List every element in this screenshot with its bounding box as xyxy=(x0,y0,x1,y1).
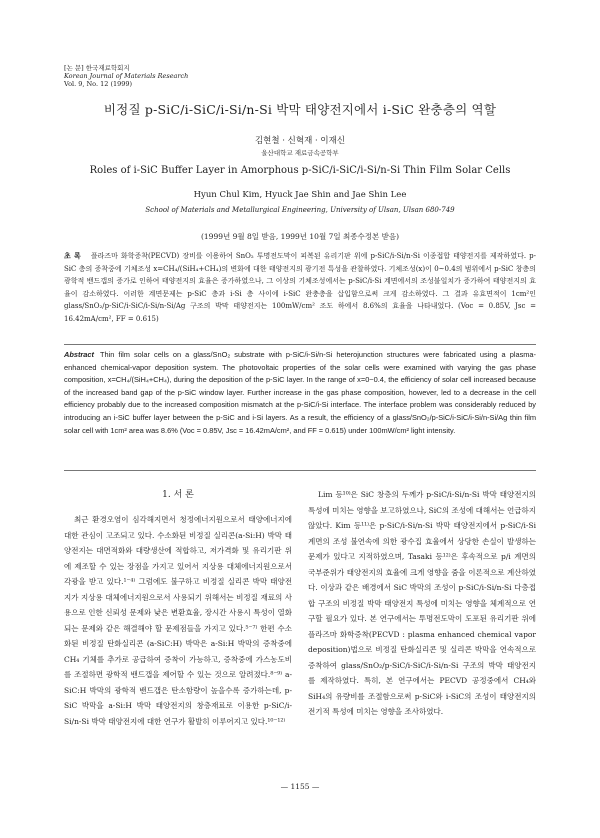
body-paragraph: Lim 등¹⁰⁾은 SiC 창층의 두께가 p-SiC/i-Si/n-Si 박막 태양전지의 특성에 미치는 영향을 보고하였으나, SiC의 조성에 대해서는 언급하지 않았다. Kim 등¹¹⁾은 p-SiC/i-Si/n-Si 박막 태양전지에서 p-SiC/i-Si 계면의 조성 불연속에 의한 광수집 효율에서 상당한 손실이 발생하는 문제가 있다고 지적하였으며, Tasaki 등¹²⁾은 후속적으로 p/i 계면의 국부준위가 태양전지의 효율에 크게 영향을 줌을 이론적으로 계산하였다. 이상과 같은 배경에서 SiC 박막의 조성이 p-SiC/i-Si/n-Si 다층접합 구조의 비정질 박막 태양전지 특성에 미치는 영향을 체계적으로 연구할 필요가 있다. 본 연구에서는 투명전도막이 도포된 유리기판 위에 플라즈마 화학증착(PECVD : plasma enhanced chemical vapor deposition)법으로 비정질 탄화실리콘 및 실리콘 박막을 연속적으로 증착하여 glass/SnO₂/p-SiC/i-SiC/i-Si/n-Si 구조의 박막 태양전지를 제작하였다. 특히, 본 연구에서는 PECVD 공정중에서 CH₄와 SiH₄의 유량비를 조절함으로써 p-SiC와 i-SiC의 조성이 태양전지의 전기적 특성에 미치는 영향을 조사하였다. xyxy=(308,490,536,716)
abstract-ko xyxy=(64,250,536,326)
abstract-en-label: Abstract xyxy=(64,350,94,359)
abstract-en xyxy=(64,349,536,437)
abstract-ko-text: 플라즈마 화학증착(PECVD) 장비를 이용하여 SnO₂ 투명전도막이 피복된 유리기판 위에 p-SiC/i-Si/n-Si 이종접합 태양전지를 제작하였다. p-SiC 층의 증착중에 기체조성 x=CH₄/(SiH₄+CH₄)의 변화에 대한 태양전지의 광기전 특성을 관찰하였다. 기체조성(x)이 0~0.4의 범위에서 p-SiC 창층의 광학적 밴드갭의 증가로 인하여 태양전지의 효율은 증가하였으나, 그 이상의 기체조성에서는 p-SiC/i-Si 계면에서의 조성불일치가 증가하여 태양전지의 효율이 감소하였다. 이러한 계면문제는 p-SiC 층과 i-Si 층 사이에 i-SiC 완충층을 삽입함으로써 크게 감소하였다. 그 결과 유효면적이 1cm²인 glass/SnO₂/p-SiC/i-SiC/i-Si/n-Si/Ag 구조의 박막 태양전지는 100mW/cm² 조도 하에서 8.6%의 효율을 나타내었다. (Voc = 0.85V, Jsc = 16.42mA/cm², FF = 0.615) xyxy=(64,252,536,323)
body-column-right xyxy=(308,487,536,720)
body-column-left xyxy=(64,512,292,729)
affiliation-ko: 울산대학교 재료금속공학부 xyxy=(261,149,339,157)
section-title-introduction: 1. 서 론 xyxy=(162,490,194,500)
abstract-en-text: Thin film solar cells on a glass/SnO₂ substrate with p-SiC/i-Si/n-Si heterojunction structures were fabricated using a plasma-enhanced chemical-vapor deposition system. The photovoltaic properties of the solar cells were examined with varying the gas phase composition, x=CH₄/(SiH₄+CH₄), during the deposition of the p-SiC layer. In the range of x=0~0.4, the efficiency of solar cell increased because of the increased band gap of the p-SiC window layer. Further increase in the gas phase composition, however, led to a decrease in the cell efficiency probably due to the increased composition mismatch at the p-SiC/i-Si interface. The interface problem was considerably reduced by introducing an i-SiC buffer layer between the p-SiC and i-Si layers. As a result, the efficiency of a glass/SnO₂/p-SiC/i-SiC/i-Si/n-Si/Ag thin film solar cell with 1cm² area was 8.6% (Voc = 0.85V, Jsc = 16.42mA/cm², and FF = 0.615) under 100mW/cm² light intensity. xyxy=(64,350,536,435)
divider-bottom xyxy=(64,470,536,471)
paper-title-en: Roles of i-SiC Buffer Layer in Amorphous p-SiC/i-SiC/i-Si/n-Si Thin Film Solar Cells xyxy=(89,165,511,176)
journal-name-en: Korean Journal of Materials Research xyxy=(64,72,189,80)
divider-top xyxy=(64,344,536,345)
paper-title-ko: 비정질 p-SiC/i-SiC/i-Si/n-Si 박막 태양전지에서 i-SiC 완충층의 역할 xyxy=(103,102,497,117)
journal-type-label: [논 문] 한국재료학회지 xyxy=(64,64,130,72)
received-dates: (1999년 9월 8일 받음, 1999년 10월 7일 최종수정본 받음) xyxy=(200,232,399,241)
authors-ko: 김현철 · 신혁재 · 이재신 xyxy=(254,136,346,146)
page-number: — 1155 — xyxy=(280,782,320,791)
abstract-ko-label: 초 록 xyxy=(64,251,81,260)
body-paragraph: 최근 환경오염이 심각해지면서 청정에너지원으로서 태양에너지에 대한 관심이 고조되고 있다. 수소화된 비정질 실리콘(a-Si:H) 박막 태양전지는 대면적화와 대량생산에 적합하고, 저가격화 및 유리기판 위에 제조할 수 있는 장점을 가지고 있어서 지상용 대체에너지원으로서 각광을 받고 있다.¹⁻⁴⁾ 그럼에도 불구하고 비정질 실리콘 박막 태양전지가 지상용 대체에너지원으로서 사용되기 위해서는 비정질 재료의 사용으로 인한 신뢰성 문제와 낮은 변환효율, 장시간 사용시 특성이 열화되는 문제와 같은 해결해야 할 문제점들을 가지고 있다.⁵⁻⁷⁾ 한편 수소화된 비정질 탄화실리콘 (a-SiC:H) 박막은 a-Si:H 박막의 증착중에 CH₄ 기체를 추가로 공급하여 증착이 가능하고, 증착중에 가스농도비를 조절하면 광학적 밴드갭을 제어할 수 있는 것으로 알려졌다.⁸⁻⁹⁾ a-SiC:H 박막의 광학적 밴드갭은 탄소함량이 높을수록 증가하는데, p-SiC 박막을 a-Si:H 박막 태양전지의 창층재료로 이용한 p-SiC/i-Si/n-Si 박막 태양전지에 대한 연구가 활발히 이루어지고 있다.¹⁰⁻¹²⁾ xyxy=(64,515,292,726)
journal-volume: Vol. 9, No. 12 (1999) xyxy=(64,80,133,88)
journal-header xyxy=(64,64,188,88)
authors-en: Hyun Chul Kim, Hyuck Jae Shin and Jae Shin Lee xyxy=(193,190,407,200)
affiliation-en: School of Materials and Metallurgical Engineering, University of Ulsan, Ulsan 680-749 xyxy=(145,206,455,214)
